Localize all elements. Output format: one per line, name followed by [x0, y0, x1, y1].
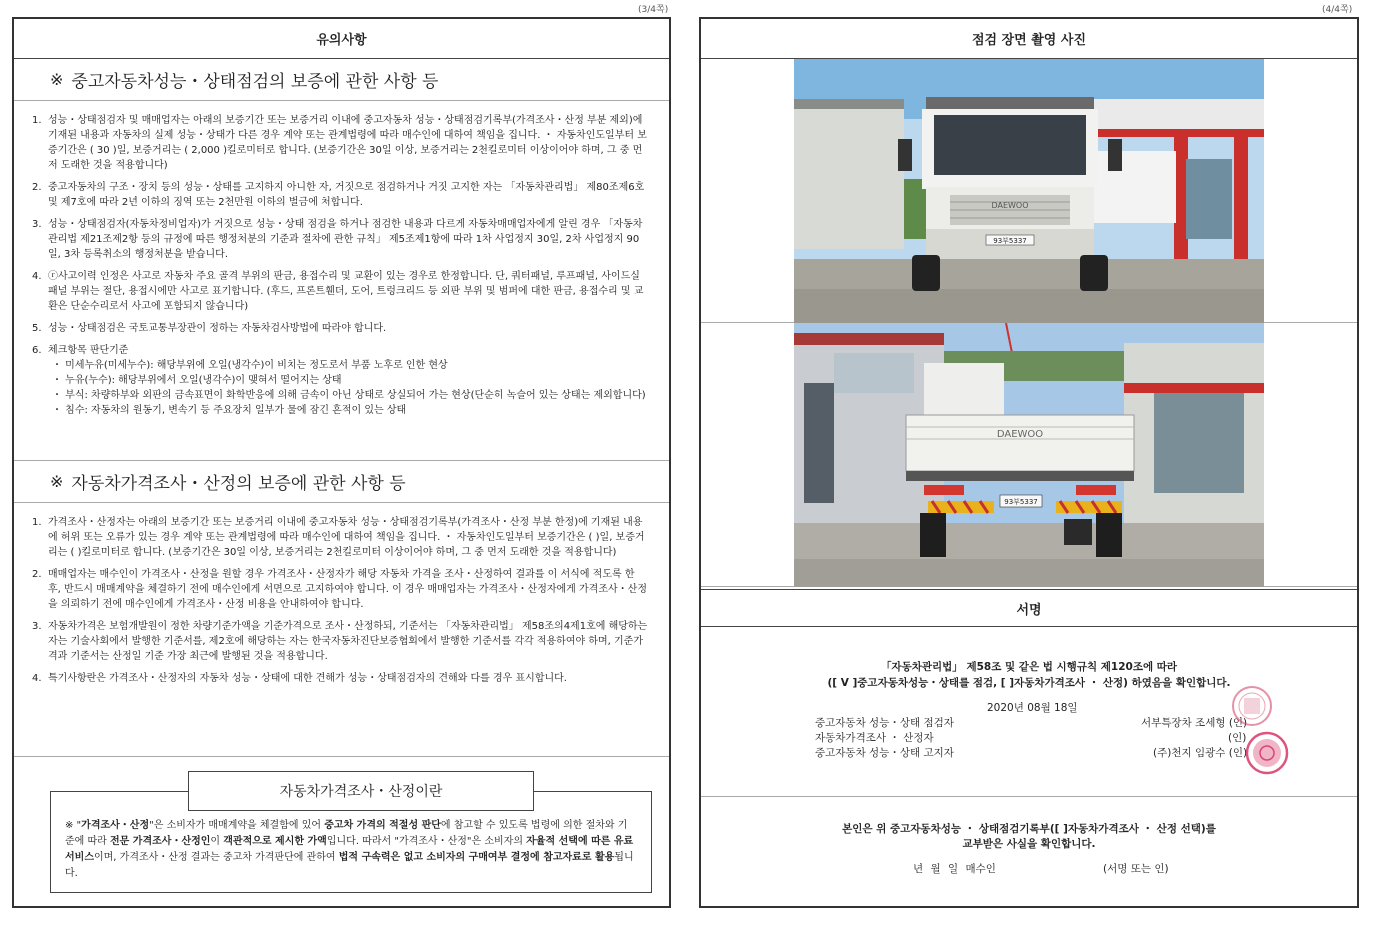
item-number: 1.: [32, 517, 42, 528]
confirmation-line-1: 「자동차관리법」 제58조 및 같은 법 시행규칙 제120조에 따라: [880, 661, 1178, 673]
truck-front-photo: [794, 59, 1264, 323]
rear-license-plate: 93부5337: [1004, 497, 1038, 506]
item-number: 4.: [32, 271, 42, 282]
front-license-plate: 93부5337: [993, 236, 1027, 245]
truck-brand-text: DAEWOO: [996, 428, 1044, 440]
signature-section: [701, 627, 1357, 797]
item-number: 6.: [32, 345, 42, 356]
item-number: 2.: [32, 569, 42, 580]
receipt-line-2: 교부받은 사실을 확인합니다.: [962, 838, 1096, 850]
list-item: [32, 671, 649, 686]
signature-header: 서명: [701, 589, 1357, 627]
inspector-label: 중고자동차 성능・상태 점검자: [815, 717, 954, 729]
truck-grille-text: DAEWOO: [991, 200, 1029, 210]
receipt-section: [701, 797, 1357, 907]
item-number: 2.: [32, 182, 42, 193]
price-info-area: [14, 757, 669, 907]
notes-header: 유의사항: [14, 19, 669, 59]
price-warranty-list: [14, 503, 669, 686]
reference-mark: ※: [50, 472, 64, 491]
notifier-label: 중고자동차 성능・상태 고지자: [815, 747, 954, 759]
item-number: 5.: [32, 323, 42, 334]
receipt-line-1: 본인은 위 중고자동차성능 ・ 상태점검기록부([ ]자동차가격조사 ・ 산정 선택)를: [842, 823, 1216, 835]
inspection-warranty-list: [14, 101, 669, 418]
criteria-item: ・ 침수: 자동차의 원동기, 변속기 등 주요장치 일부가 물에 잠긴 흔적이 있는 상태: [52, 405, 407, 416]
price-info-title: 자동차가격조사・산정이란: [188, 771, 534, 811]
criteria-item: ・ 누유(누수): 해당부위에서 오일(냉각수)이 맺혀서 떨어지는 상태: [52, 375, 342, 386]
item-text: 성능・상태점검자 및 매매업자는 아래의 보증기간 또는 보증거리 이내에 중고자동차 성능・상태점검기록부(가격조사・산정 부분 제외)에 기재된 내용과 자동차의 실제 성능・상태가 다른 경우 계약 또는 관계법령에 따라 매수인에 대하여 책임을 집니다. ・ 자동차인도일부터 보증기간은 ( 30 )일, 보증거리는 ( 2,000 )킬로미터로 합니다. (보증기간은 30일 이상, 보증거리는 2천킬로미터 이상이어야 하며, 그 중 먼저 도래한 것을 적용합니다): [48, 115, 647, 171]
inspection-warranty-section: [14, 101, 669, 461]
list-item: [32, 515, 649, 560]
item-text: 성능・상태점검은 국토교통부장관이 정하는 자동차검사방법에 따라야 합니다.: [48, 323, 387, 334]
truck-rear-photo: [794, 323, 1264, 587]
list-item: [32, 180, 649, 210]
price-info-box: ※ "가격조사・산정"은 소비자가 매매계약을 체결함에 있어 중고차 가격의 적절성 판단에 참고할 수 있도록 법령에 의한 절차와 기준에 따라 전문 가격조사・산정인이 객관적으로 제시한 가액입니다. 따라서 "가격조사・산정"은 소비자의 자율적 선택에 따른 유료 서비스이며, 가격조사・산정 결과는 중고차 가격판단에 관하여 법적 구속력은 없고 소비자의 구매여부 결정에 참고자료로 활용됩니다.: [50, 791, 652, 893]
list-item: [32, 217, 649, 262]
item-text: 특기사항란은 가격조사・산정자의 자동차 성능・상태에 대한 견해가 성능・상태점검자의 견해와 다를 경우 표시합니다.: [48, 673, 567, 684]
reference-mark: ※: [50, 70, 64, 89]
item-number: 3.: [32, 219, 42, 230]
list-item: [32, 269, 649, 314]
section-title-inspection-warranty: [14, 59, 669, 101]
price-warranty-section: [14, 503, 669, 757]
receipt-sign-label: (서명 또는 인): [1103, 863, 1169, 875]
inspector-seal-stamp: [1231, 685, 1273, 727]
confirmation-line-2: ([ V ]중고자동차성능・상태를 점검, [ ]자동차가격조사 ・ 산정) 하였음을 확인합니다.: [827, 677, 1231, 689]
receipt-date-buyer: 년 월 일 매수인: [913, 863, 996, 875]
page-number-left: (3/4쪽): [638, 5, 669, 15]
page-number-right: (4/4쪽): [1322, 5, 1353, 15]
item-text: 중고자동차의 구조・장치 등의 성능・상태를 고지하지 아니한 자, 거짓으로 점검하거나 거짓 고지한 자는 「자동차관리법」 제80조제6호 및 제7호에 따라 2년 이하의 징역 또는 2천만원 이하의 벌금에 처합니다.: [48, 182, 645, 208]
item-number: 3.: [32, 621, 42, 632]
signature-date: 2020년 08월 18일: [987, 702, 1078, 714]
section-title-text: 중고자동차성능・상태점검의 보증에 관한 사항 등: [71, 72, 439, 92]
price-assessor-label: 자동차가격조사 ・ 산정자: [815, 732, 934, 744]
photo-header: 점검 장면 촬영 사진: [701, 19, 1357, 59]
inspection-photo-rear: [701, 323, 1357, 587]
section-title-text: 자동차가격조사・산정의 보증에 관한 사항 등: [71, 474, 406, 494]
notifier-seal-stamp: [1245, 731, 1289, 775]
price-assessor-seal: (인): [1228, 732, 1247, 744]
list-item: [32, 321, 649, 336]
list-item: [32, 567, 649, 612]
notes-page: [12, 17, 671, 908]
section-title-price-warranty: [14, 461, 669, 503]
inspector-name: 서부특장차 조세형 (인): [1141, 717, 1248, 729]
inspection-photo-front: [701, 59, 1357, 323]
criteria-item: ・ 부식: 차량하부와 외판의 금속표면이 화학반응에 의해 금속이 아닌 상태로 상실되어 가는 현상(단순히 녹슬어 있는 상태는 제외합니다): [52, 390, 646, 401]
list-item: [32, 113, 649, 173]
item-text: ⓡ사고이력 인정은 사고로 자동차 주요 골격 부위의 판금, 용접수리 및 교환이 있는 경우로 한정합니다. 단, 쿼터패널, 루프패널, 사이드실패널 부위는 절단, 용접시에만 사고로 표기합니다. (후드, 프론트휀더, 도어, 트렁크리드 등 외판 부위 및 범퍼에 대한 판금, 용접수리 및 교환은 단순수리로서 사고에 포함되지 않습니다): [48, 271, 644, 312]
item-text: 체크항목 판단기준: [48, 345, 129, 356]
list-item: [32, 343, 649, 418]
item-number: 1.: [32, 115, 42, 126]
item-number: 4.: [32, 673, 42, 684]
notifier-name: (주)천지 임광수 (인): [1153, 747, 1248, 759]
item-text: 자동차가격은 보험개발원이 정한 차량기준가액을 기준가격으로 조사・산정하되, 기준서는 「자동차관리법」 제58조의4제1호에 해당하는 자는 기술사회에서 발행한 기준서를, 제2호에 해당하는 자는 한국자동차진단보증협회에서 발행한 기준서를 각각 적용하여야 하며, 기준가격과 기준서는 산정일 기준 가장 최근에 발행된 것을 적용합니다.: [48, 621, 648, 662]
item-text: 가격조사・산정자는 아래의 보증기간 또는 보증거리 이내에 중고자동차 성능・상태점검기록부(가격조사・산정 부분 한정)에 기재된 내용에 허위 또는 오류가 있는 경우 계약 또는 관계법령에 따라 매수인에 대하여 책임을 집니다. ・ 자동차인도일부터 보증기간은 ( )일, 보증거리는 ( )킬로미터로 합니다. (보증기간은 30일 이상, 보증거리는 2천킬로미터 이상이어야 하며, 그 중 먼저 도래한 것을 적용합니다): [48, 517, 645, 558]
list-item: [32, 619, 649, 664]
item-text: 매매업자는 매수인이 가격조사・산정을 원할 경우 가격조사・산정자가 해당 자동차 가격을 조사・산정하여 결과를 이 서식에 적도록 한 후, 반드시 매매계약을 체결하기 전에 매수인에게 서면으로 고지하여야 합니다. 이 경우 매매업자는 가격조사・산정자에게 가격조사・산정을 의뢰하기 전에 매수인에게 가격조사・산정 비용을 안내하여야 합니다.: [48, 569, 647, 610]
criteria-item: ・ 미세누유(미세누수): 해당부위에 오일(냉각수)이 비치는 정도로서 부품 노후로 인한 현상: [52, 360, 448, 371]
photo-sign-page: [699, 17, 1359, 908]
item-text: 성능・상태점검자(자동차정비업자)가 거짓으로 성능・상태 점검을 하거나 점검한 내용과 다르게 자동차매매업자에게 알린 경우 「자동차관리법 제21조제2항 등의 규정에 따른 행정처분의 기준과 절차에 관한 규칙」 제5조제1항에 따라 1차 사업정지 30일, 2차 사업정지 90일, 3차 등록취소의 행정처분을 받습니다.: [48, 219, 643, 260]
